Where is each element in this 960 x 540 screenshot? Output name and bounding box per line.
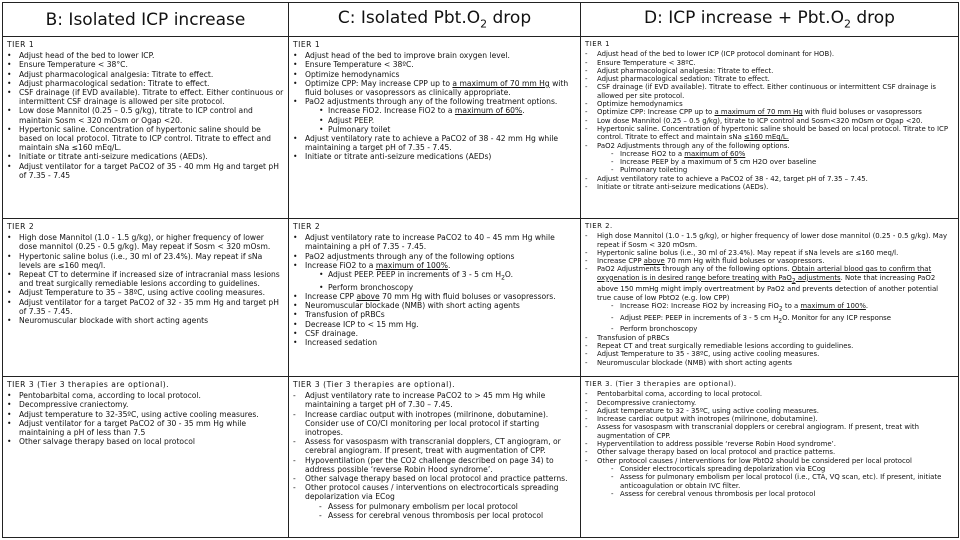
list-item: • Pulmonary toilet [319, 125, 576, 134]
list-item: • Repeat CT to determine if increased size of intracranial mass lesions and treat surgically remediable lesions according to guidelines. [7, 270, 284, 288]
list-item: - Consider electrocorticals spreading depolarization via ECog [611, 465, 954, 473]
list-item: - Hyperventilation to address possible ‘reverse Robin Hood syndrome’. [585, 440, 954, 448]
protocol-table [2, 2, 959, 538]
list-item: - Increase FiO2 to a maximum of 60% [611, 150, 954, 158]
c-tier1-list [293, 51, 576, 161]
list-item: - Other salvage therapy based on local protocol and practice patterns. [585, 448, 954, 456]
list-item: • Decompressive craniectomy. [7, 400, 284, 409]
d-tier3-cell [581, 377, 959, 538]
list-item: • PaO2 adjustments through any of the following options [293, 252, 576, 261]
list-item: - Assess for vasospasm with transcranial dopplers, CT angiogram, or cerebral angiogram. If present, treat with augmentation of CPP. [293, 437, 576, 455]
list-item: • Decrease ICP to < 15 mm Hg. [293, 320, 576, 329]
list-item: • Increase CPP above 70 mm Hg with fluid boluses or vasopressors. [293, 292, 576, 301]
list-item: • Neuromuscular blockade (NMB) with short acting agents [293, 301, 576, 310]
list-item: • Adjust ventilator for a target PaCO2 of 35 - 40 mm Hg and target pH of 7.35 - 7.45 [7, 162, 284, 180]
list-item: - Ensure Temperature < 38ºC. [585, 59, 954, 67]
list-item: • Optimize CPP: May increase CPP up to a maximum of 70 mm Hg with fluid boluses or vasopressors as clinically appropriate. [293, 79, 576, 97]
b-tier3-cell [3, 377, 289, 538]
list-item: - Increase CPP above 70 mm Hg with fluid boluses or vasopressors. [585, 257, 954, 265]
header-isolated-icp: B: Isolated ICP increase [3, 3, 289, 37]
list-item: - Adjust ventilatory rate to increase PaCO2 to > 45 mm Hg while maintaining a target pH of 7.30 – 7.45. [293, 391, 576, 409]
tier-title: TIER 2. [585, 222, 613, 230]
tier-title: TIER 3 (Tier 3 therapies are optional). [7, 380, 170, 389]
b-tier2-cell [3, 219, 289, 377]
c-tier2-list [293, 233, 576, 347]
list-item: • Adjust head of the bed to lower ICP. [7, 51, 284, 60]
list-item: • Increase FiO2. Increase FiO2 to a maximum of 60%. [319, 106, 576, 115]
b-tier1-list [7, 51, 284, 180]
d-tier3-list [585, 390, 954, 498]
list-item: • Adjust temperature to 32-35ºC, using active cooling measures. [7, 410, 284, 419]
c-tier1-cell [289, 37, 581, 219]
tier-title: TIER 3 (Tier 3 therapies are optional). [293, 380, 456, 389]
list-item: - Other salvage therapy based on local protocol and practice patterns. [293, 474, 576, 483]
d-tier1-list [585, 50, 954, 191]
list-item: - Perform bronchoscopy [611, 325, 954, 333]
list-item: • CSF drainage (if EVD available). Titrate to effect. Either continuous or intermittent CSF drainage is allowed per site protocol. [7, 88, 284, 106]
list-item: • Increase FiO2 to a maximum of 100%. • Adjust PEEP. PEEP in increments of 3 - 5 cm $H_2O$. • Perform bronchoscopy [293, 261, 576, 292]
list-item: - Optimize CPP: Increase CPP up to a maximum of 70 mm Hg with fluid boluses or vasopressors [585, 108, 954, 116]
list-item: • Adjust ventilator for a target PaCO2 of 30 - 35 mm Hg while maintaining a pH of less than 7.5 [7, 419, 284, 437]
list-item: • Adjust pharmacological analgesia: Titrate to effect. [7, 70, 284, 79]
list-item: - Pulmonary toileting [611, 166, 954, 174]
list-item: • High dose Mannitol (1.0 - 1.5 g/kg), or higher frequency of lower dose mannitol (0.25 - 0.5 g/kg). May repeat if Sosm < 320 mOsm. [7, 233, 284, 251]
list-item: - PaO2 Adjustments through any of the following options. - Increase FiO2 to a maximum of 60% - Increase PEEP by a maximum of 5 cm H2O over baseline - Pulmonary toileting [585, 142, 954, 175]
list-item: - Adjust temperature to 32 - 35ºC, using active cooling measures. [585, 407, 954, 415]
list-item: - Assess for pulmonary embolism per local protocol [319, 502, 576, 511]
list-item: • Adjust ventilator for a target PaCO2 of 32 - 35 mm Hg and target pH of 7.35 - 7.45. [7, 298, 284, 316]
list-item: • Initiate or titrate anti-seizure medications (AEDs). [7, 152, 284, 161]
list-item: - Increase cardiac output with inotropes (milrinone, dobutamine). Consider use of CO/CI monitoring per local protocol if starting inotropes. [293, 410, 576, 438]
list-item: - PaO2 Adjustments through any of the following options. Obtain arterial blood gas to confirm that oxygenation is in desired range before treating with PaO$_2$ adjustments. Note that increasing PaO2 above 150 mmHg might imply overtreatment by PaO2 and prevents detection of another potential true cause of low PbtO2 (e.g. low CPP) - Increase FiO2: Increase FiO2 by increasing FiO$_2$ to a maximum of 100%. - Adjust PEEP: PEEP in increments of 3 - 5 cm $H_2O$. Monitor for any ICP response - Perform bronchoscopy [585, 265, 954, 333]
d-tier2-cell [581, 219, 959, 377]
c-tier3-cell [289, 377, 581, 538]
c-tier3-list [293, 391, 576, 520]
list-item: - Transfusion of pRBCs [585, 334, 954, 342]
list-item: • Adjust ventilatory rate to achieve a PaCO2 of 38 - 42 mm Hg while maintaining a target pH of 7.35 - 7.45. [293, 134, 576, 152]
list-item: - Low dose Mannitol (0.25 – 0.5 g/kg), titrate to ICP control and Sosm<320 mOsm or Ogap <20. [585, 117, 954, 125]
list-item: • Ensure Temperature < 38ºC. [293, 60, 576, 69]
list-item: - Other protocol causes / interventions on electrocorticals spreading depolarization via ECog - Assess for pulmonary embolism per local protocol - Assess for cerebral venous thrombosis per local protocol [293, 483, 576, 520]
list-item: • Other salvage therapy based on local protocol [7, 437, 284, 446]
list-item: • Hypertonic saline bolus (i.e., 30 ml of 23.4%). May repeat if sNa levels are ≤160 meq/l. [7, 252, 284, 270]
list-item: - Assess for pulmonary embolism per local protocol (i.e., CTA, VQ scan, etc). If present, initiate anticoagulation or obtain IVC filter. [611, 473, 954, 490]
tier-title: TIER 3. (Tier 3 therapies are optional). [585, 380, 737, 388]
list-item: - Adjust pharmacological analgesia: Titrate to effect. [585, 67, 954, 75]
list-item: • Adjust ventilatory rate to increase PaCO2 to 40 – 45 mm Hg while maintaining a pH of 7.35 - 7.45. [293, 233, 576, 251]
list-item: - Other protocol causes / interventions for low PbtO2 should be considered per local protocol - Consider electrocorticals spreading depolarization via ECog - Assess for pulmonary embolism per local protocol (i.e., CTA, VQ scan, etc). If present, initiate anticoagulation or obtain IVC filter. - Assess for cerebral venous thrombosis per local protocol [585, 457, 954, 498]
list-item: • Initiate or titrate anti-seizure medications (AEDs) [293, 152, 576, 161]
list-item: - Adjust ventilatory rate to achieve a PaCO2 of 38 - 42, target pH of 7.35 – 7.45. [585, 175, 954, 183]
list-item: • Adjust Temperature to 35 – 38ºC, using active cooling measures. [7, 288, 284, 297]
list-item: • Neuromuscular blockade with short acting agents [7, 316, 284, 325]
tier-title: TIER 1 [293, 40, 321, 49]
list-item: - Increase PEEP by a maximum of 5 cm H2O over baseline [611, 158, 954, 166]
list-item: - Pentobarbital coma, according to local protocol. [585, 390, 954, 398]
list-item: • Pentobarbital coma, according to local protocol. [7, 391, 284, 400]
list-item: - High dose Mannitol (1.0 - 1.5 g/kg), or higher frequency of lower dose mannitol (0.25 - 0.5 g/kg). May repeat if Sosm < 320 mOsm. [585, 232, 954, 249]
list-item: - CSF drainage (if EVD available). Titrate to effect. Either continuous or intermittent CSF drainage is allowed per site protocol. [585, 83, 954, 100]
list-item: - Neuromuscular blockade (NMB) with short acting agents [585, 359, 954, 367]
list-item: • Hypertonic saline. Concentration of hypertonic saline should be based on local protocol. Titrate to ICP control. Titrate to effect and maintain sNa ≤160 mEq/L. [7, 125, 284, 153]
header-icp-and-pbto2: D: ICP increase + $Pbt.O_2$ drop [581, 3, 959, 37]
list-item: • Low dose Mannitol (0.25 – 0.5 g/kg), titrate to ICP control and maintain Sosm < 320 mOsm or Ogap <20. [7, 106, 284, 124]
list-item: - Assess for cerebral venous thrombosis per local protocol [611, 490, 954, 498]
tier-title: TIER 2 [7, 222, 35, 231]
list-item: • Adjust PEEP. PEEP in increments of 3 - 5 cm $H_2O$. [319, 270, 576, 283]
list-item: - Adjust Temperature to 35 - 38ºC, using active cooling measures. [585, 350, 954, 358]
list-item: - Decompressive craniectomy. [585, 399, 954, 407]
list-item: • Increased sedation [293, 338, 576, 347]
list-item: - Repeat CT and treat surgically remediable lesions according to guidelines. [585, 342, 954, 350]
b-tier2-list [7, 233, 284, 325]
list-item: - Assess for cerebral venous thrombosis per local protocol [319, 511, 576, 520]
b-tier1-cell [3, 37, 289, 219]
list-item: - Hypertonic saline. Concentration of hypertonic saline should be based on local protocol. Titrate to ICP control. Titrate to effect and maintain sNa ≤160 mEq/L. [585, 125, 954, 142]
list-item: • Optimize hemodynamics [293, 70, 576, 79]
tier-title: TIER 1 [7, 40, 35, 49]
tier-title: TIER 1 [585, 40, 610, 48]
list-item: - Hypertonic saline bolus (i.e., 30 ml of 23.4%). May repeat if sNa levels are ≤160 meq/l. [585, 249, 954, 257]
list-item: - Adjust pharmacological sedation: Titrate to effect. [585, 75, 954, 83]
list-item: • Perform bronchoscopy [319, 283, 576, 292]
list-item: • Ensure Temperature < 38°C. [7, 60, 284, 69]
d-tier1-cell [581, 37, 959, 219]
d-tier2-list [585, 232, 954, 367]
list-item: - Initiate or titrate anti-seizure medications (AEDs). [585, 183, 954, 191]
list-item: - Increase FiO2: Increase FiO2 by increasing FiO$_2$ to a maximum of 100%. [611, 302, 954, 314]
list-item: • CSF drainage. [293, 329, 576, 338]
b-tier3-list [7, 391, 284, 446]
list-item: • PaO2 adjustments through any of the following treatment options. • Increase FiO2. Increase FiO2 to a maximum of 60%. • Adjust PEEP. • Pulmonary toilet [293, 97, 576, 134]
tier-title: TIER 2 [293, 222, 321, 231]
c-tier2-cell [289, 219, 581, 377]
list-item: - Hypoventilation (per the CO2 challenge described on page 34) to address possible ‘reverse Robin Hood syndrome’. [293, 456, 576, 474]
list-item: • Transfusion of pRBCs [293, 310, 576, 319]
list-item: • Adjust PEEP. [319, 116, 576, 125]
list-item: - Adjust PEEP: PEEP in increments of 3 - 5 cm $H_2O$. Monitor for any ICP response [611, 314, 954, 326]
list-item: - Adjust head of the bed to lower ICP (ICP protocol dominant for HOB). [585, 50, 954, 58]
list-item: • Adjust head of the bed to improve brain oxygen level. [293, 51, 576, 60]
list-item: • Adjust pharmacological sedation: Titrate to effect. [7, 79, 284, 88]
list-item: - Increase cardiac output with inotropes (milrinone, dobutamine). [585, 415, 954, 423]
list-item: - Optimize hemodynamics [585, 100, 954, 108]
header-isolated-pbto2: C: Isolated $Pbt.O_2$ drop [289, 3, 581, 37]
list-item: - Assess for vasospasm with transcranial dopplers or cerebral angiogram. If present, treat with augmentation of CPP. [585, 423, 954, 440]
